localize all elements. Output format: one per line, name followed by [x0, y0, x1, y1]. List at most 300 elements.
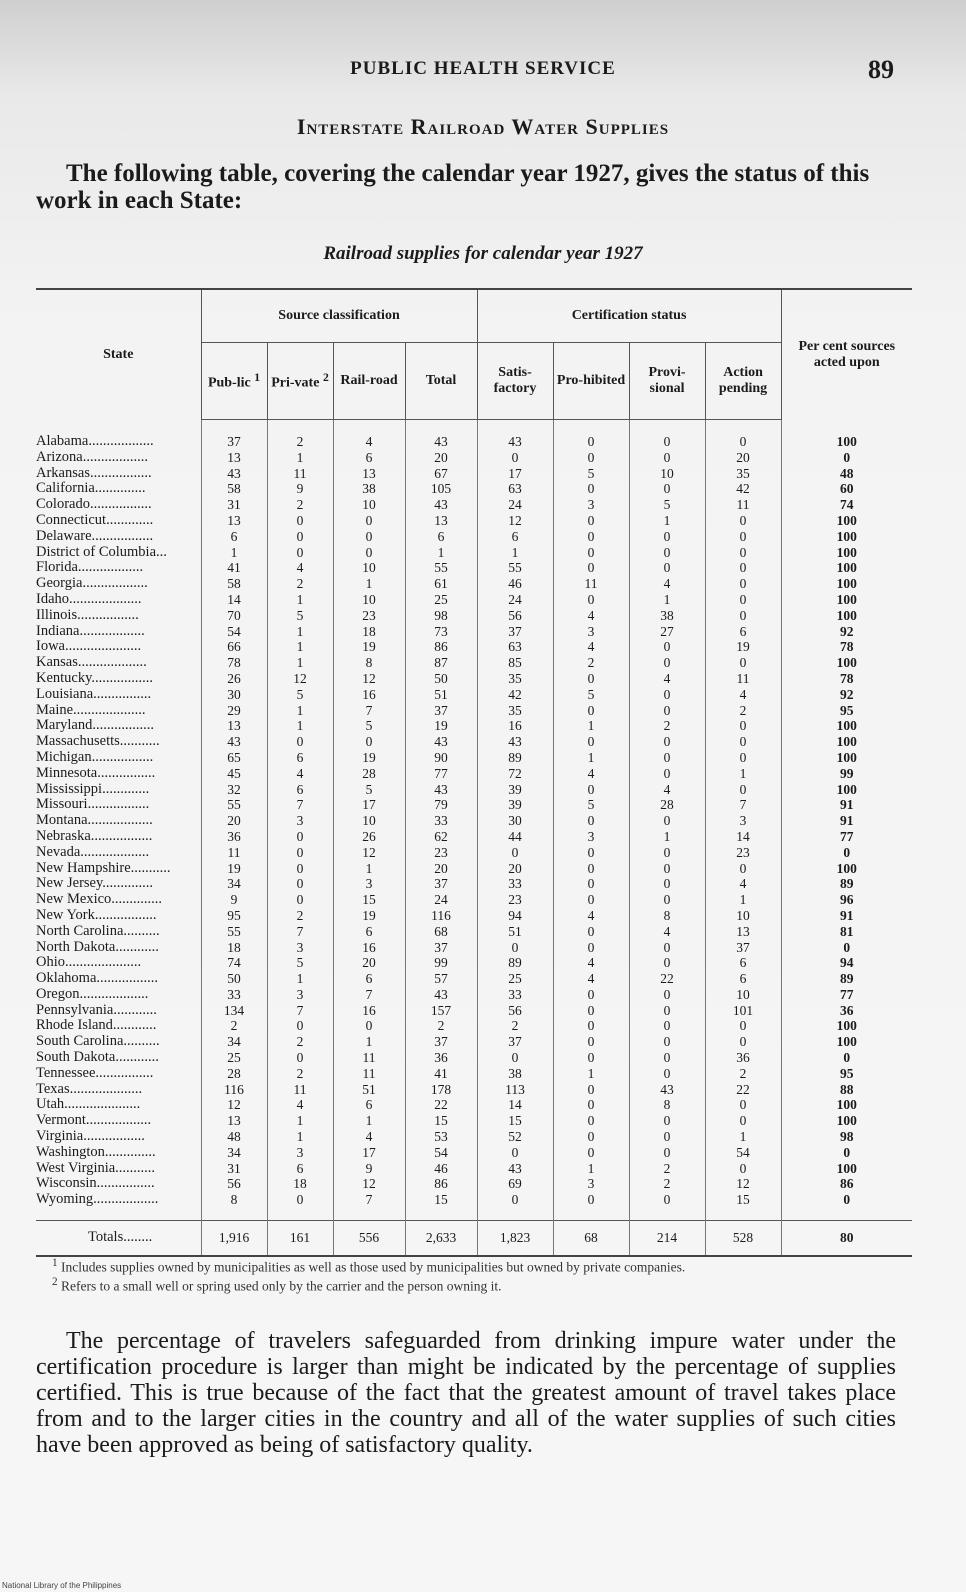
cell-private: 1	[267, 1113, 333, 1129]
cell-total: 86	[405, 639, 477, 655]
cell-public: 13	[201, 513, 267, 529]
cell-railroad: 0	[333, 529, 405, 545]
cell-provisional: 0	[629, 655, 705, 671]
cell-public: 29	[201, 703, 267, 719]
cell-public: 1	[201, 545, 267, 561]
cell-provisional: 1	[629, 829, 705, 845]
cell-railroad: 1	[333, 861, 405, 877]
cell-percent: 100	[781, 750, 912, 766]
totals-prohibited: 68	[553, 1221, 629, 1257]
cell-satisfactory: 0	[477, 450, 553, 466]
cell-public: 70	[201, 608, 267, 624]
cell-railroad: 23	[333, 608, 405, 624]
cell-railroad: 1	[333, 1113, 405, 1129]
cell-action-pending: 2	[705, 1066, 781, 1082]
cell-percent: 95	[781, 1066, 912, 1082]
header-state: State	[36, 289, 201, 420]
cell-state: Wyoming..................	[36, 1192, 159, 1208]
cell-total: 87	[405, 655, 477, 671]
cell-action-pending: 0	[705, 1113, 781, 1129]
footnote-ref-2: 2	[322, 371, 329, 385]
cell-prohibited: 0	[553, 1034, 629, 1050]
cell-state: California..............	[36, 481, 146, 497]
cell-state: New Hampshire...........	[36, 860, 171, 876]
cell-satisfactory: 44	[477, 829, 553, 845]
cell-action-pending: 4	[705, 687, 781, 703]
cell-total: 37	[405, 940, 477, 956]
cell-public: 31	[201, 497, 267, 513]
cell-public: 95	[201, 908, 267, 924]
cell-provisional: 0	[629, 545, 705, 561]
cell-railroad: 10	[333, 560, 405, 576]
footnote-2	[36, 1275, 896, 1294]
cell-action-pending: 0	[705, 560, 781, 576]
table-row	[36, 466, 912, 482]
cell-percent: 100	[781, 1097, 912, 1113]
cell-railroad: 13	[333, 466, 405, 482]
cell-state: Ohio.....................	[36, 955, 142, 971]
cell-total: 157	[405, 1003, 477, 1019]
cell-prohibited: 0	[553, 592, 629, 608]
cell-action-pending: 0	[705, 655, 781, 671]
cell-total: 37	[405, 876, 477, 892]
cell-private: 1	[267, 592, 333, 608]
table-row	[36, 1003, 912, 1019]
table-row	[36, 1018, 912, 1034]
table-row	[36, 671, 912, 687]
cell-prohibited: 4	[553, 955, 629, 971]
cell-private: 0	[267, 734, 333, 750]
cell-private: 5	[267, 608, 333, 624]
cell-satisfactory: 37	[477, 624, 553, 640]
page-number: 89	[868, 55, 894, 84]
cell-percent: 100	[781, 718, 912, 734]
table-row	[36, 766, 912, 782]
cell-action-pending: 2	[705, 703, 781, 719]
cell-satisfactory: 113	[477, 1082, 553, 1098]
section-title: Interstate Railroad Water Supplies	[296, 114, 670, 139]
cell-action-pending: 10	[705, 987, 781, 1003]
cell-percent: 0	[781, 450, 912, 466]
table-row	[36, 481, 912, 497]
cell-public: 56	[201, 1176, 267, 1192]
cell-percent: 100	[781, 1161, 912, 1177]
cell-total: 73	[405, 624, 477, 640]
cell-satisfactory: 55	[477, 560, 553, 576]
cell-private: 2	[267, 576, 333, 592]
cell-provisional: 0	[629, 529, 705, 545]
cell-total: 43	[405, 987, 477, 1003]
cell-public: 13	[201, 450, 267, 466]
cell-action-pending: 1	[705, 766, 781, 782]
cell-action-pending: 0	[705, 1034, 781, 1050]
cell-public: 34	[201, 876, 267, 892]
cell-percent: 100	[781, 1034, 912, 1050]
cell-percent: 98	[781, 1129, 912, 1145]
cell-provisional: 0	[629, 703, 705, 719]
cell-state: New Jersey..............	[36, 876, 154, 892]
cell-percent: 89	[781, 876, 912, 892]
cell-satisfactory: 14	[477, 1097, 553, 1113]
cell-total: 43	[405, 420, 477, 450]
cell-prohibited: 0	[553, 924, 629, 940]
cell-state: Missouri.................	[36, 797, 150, 813]
header-certification-status: Certification status	[477, 289, 781, 343]
cell-public: 74	[201, 955, 267, 971]
totals-total: 2,633	[405, 1221, 477, 1257]
cell-state: Illinois.................	[36, 607, 139, 623]
cell-percent: 100	[781, 1018, 912, 1034]
cell-state: West Virginia...........	[36, 1160, 156, 1176]
cell-state: Delaware.................	[36, 528, 154, 544]
cell-percent: 100	[781, 545, 912, 561]
closing-paragraph: The percentage of travelers safeguarded from drinking impure water under the certification procedure is larger than might be indicated by the percentage of supplies certified. This is true because of the fact that the greatest amount of travel takes place from and to the larger cities in the country and all of the water supplies of such cities have been approved as being of satisfactory quality.	[36, 1328, 896, 1458]
table-row	[36, 1176, 912, 1192]
cell-private: 9	[267, 481, 333, 497]
cell-prohibited: 0	[553, 813, 629, 829]
cell-private: 0	[267, 513, 333, 529]
cell-provisional: 0	[629, 876, 705, 892]
cell-public: 13	[201, 1113, 267, 1129]
cell-percent: 77	[781, 987, 912, 1003]
table-row	[36, 420, 912, 450]
cell-state: Nevada...................	[36, 844, 150, 860]
table-row	[36, 1113, 912, 1129]
cell-percent: 88	[781, 1082, 912, 1098]
cell-percent: 77	[781, 829, 912, 845]
cell-percent: 0	[781, 1050, 912, 1066]
cell-prohibited: 0	[553, 481, 629, 497]
cell-private: 5	[267, 955, 333, 971]
cell-railroad: 6	[333, 971, 405, 987]
cell-satisfactory: 17	[477, 466, 553, 482]
cell-state: Indiana..................	[36, 623, 145, 639]
cell-private: 4	[267, 560, 333, 576]
cell-prohibited: 0	[553, 845, 629, 861]
cell-railroad: 10	[333, 592, 405, 608]
totals-private: 161	[267, 1221, 333, 1257]
cell-state: South Carolina..........	[36, 1034, 160, 1050]
table-row	[36, 876, 912, 892]
cell-railroad: 12	[333, 845, 405, 861]
cell-prohibited: 4	[553, 971, 629, 987]
totals-railroad: 556	[333, 1221, 405, 1257]
cell-action-pending: 101	[705, 1003, 781, 1019]
cell-satisfactory: 56	[477, 608, 553, 624]
cell-percent: 91	[781, 797, 912, 813]
cell-private: 5	[267, 687, 333, 703]
cell-railroad: 20	[333, 955, 405, 971]
cell-state: Washington..............	[36, 1144, 156, 1160]
table-row	[36, 687, 912, 703]
cell-satisfactory: 20	[477, 861, 553, 877]
cell-private: 1	[267, 1129, 333, 1145]
cell-provisional: 28	[629, 797, 705, 813]
cell-public: 134	[201, 1003, 267, 1019]
header-source-classification: Source classification	[201, 289, 477, 343]
header-private	[267, 343, 333, 420]
cell-railroad: 6	[333, 924, 405, 940]
cell-railroad: 7	[333, 1192, 405, 1220]
cell-percent: 99	[781, 766, 912, 782]
cell-percent: 100	[781, 576, 912, 592]
cell-provisional: 0	[629, 1192, 705, 1220]
cell-provisional: 1	[629, 513, 705, 529]
cell-public: 58	[201, 576, 267, 592]
table-row	[36, 592, 912, 608]
header-private-label: Pri-vate	[271, 375, 320, 391]
cell-action-pending: 12	[705, 1176, 781, 1192]
cell-provisional: 5	[629, 497, 705, 513]
cell-private: 1	[267, 703, 333, 719]
cell-provisional: 0	[629, 734, 705, 750]
cell-provisional: 0	[629, 1003, 705, 1019]
cell-prohibited: 3	[553, 1176, 629, 1192]
header-railroad: Rail-road	[333, 343, 405, 420]
cell-private: 11	[267, 1082, 333, 1098]
cell-provisional: 0	[629, 845, 705, 861]
cell-state: Alabama..................	[36, 432, 154, 449]
cell-total: 6	[405, 529, 477, 545]
cell-prohibited: 11	[553, 576, 629, 592]
totals-satisfactory: 1,823	[477, 1221, 553, 1257]
cell-railroad: 19	[333, 639, 405, 655]
cell-state: Montana..................	[36, 813, 153, 829]
table-row	[36, 639, 912, 655]
cell-railroad: 18	[333, 624, 405, 640]
cell-railroad: 0	[333, 513, 405, 529]
cell-total: 77	[405, 766, 477, 782]
cell-percent: 100	[781, 655, 912, 671]
cell-railroad: 0	[333, 545, 405, 561]
cell-total: 51	[405, 687, 477, 703]
cell-prohibited: 0	[553, 1018, 629, 1034]
footnote-mark-2: 2	[52, 1275, 58, 1288]
footnotes	[36, 1256, 896, 1293]
cell-private: 0	[267, 829, 333, 845]
cell-state: Oklahoma.................	[36, 971, 159, 987]
cell-satisfactory: 89	[477, 955, 553, 971]
cell-prohibited: 1	[553, 1161, 629, 1177]
table-row	[36, 545, 912, 561]
cell-private: 7	[267, 1003, 333, 1019]
cell-state: Connecticut.............	[36, 512, 154, 528]
table-row	[36, 703, 912, 719]
cell-state: Georgia..................	[36, 576, 148, 592]
totals-action-pending: 528	[705, 1221, 781, 1257]
cell-private: 1	[267, 639, 333, 655]
cell-prohibited: 0	[553, 703, 629, 719]
cell-state: Idaho....................	[36, 591, 142, 607]
cell-public: 18	[201, 940, 267, 956]
cell-total: 105	[405, 481, 477, 497]
cell-satisfactory: 16	[477, 718, 553, 734]
cell-prohibited: 4	[553, 608, 629, 624]
cell-public: 43	[201, 466, 267, 482]
cell-total: 54	[405, 1145, 477, 1161]
cell-public: 66	[201, 639, 267, 655]
cell-railroad: 1	[333, 576, 405, 592]
cell-total: 24	[405, 892, 477, 908]
cell-satisfactory: 51	[477, 924, 553, 940]
table-row	[36, 655, 912, 671]
cell-public: 50	[201, 971, 267, 987]
cell-satisfactory: 0	[477, 1192, 553, 1220]
cell-state: New Mexico..............	[36, 892, 163, 908]
cell-prohibited: 0	[553, 420, 629, 450]
cell-provisional: 4	[629, 924, 705, 940]
table-row	[36, 892, 912, 908]
cell-public: 34	[201, 1145, 267, 1161]
cell-provisional: 4	[629, 576, 705, 592]
cell-railroad: 5	[333, 782, 405, 798]
cell-railroad: 11	[333, 1066, 405, 1082]
intro-paragraph: The following table, covering the calendar year 1927, gives the status of this work in each State:	[36, 160, 870, 214]
cell-state: Arizona..................	[36, 449, 148, 465]
cell-railroad: 9	[333, 1161, 405, 1177]
cell-action-pending: 14	[705, 829, 781, 845]
cell-private: 7	[267, 797, 333, 813]
cell-private: 6	[267, 750, 333, 766]
cell-satisfactory: 33	[477, 987, 553, 1003]
cell-private: 2	[267, 420, 333, 450]
cell-private: 4	[267, 766, 333, 782]
totals-public: 1,916	[201, 1221, 267, 1257]
cell-action-pending: 23	[705, 845, 781, 861]
cell-percent: 91	[781, 908, 912, 924]
cell-state: Iowa.....................	[36, 639, 142, 655]
cell-action-pending: 35	[705, 466, 781, 482]
footnote-ref-1: 1	[254, 371, 261, 385]
cell-action-pending: 1	[705, 1129, 781, 1145]
cell-prohibited: 1	[553, 718, 629, 734]
cell-state: Nebraska.................	[36, 828, 153, 844]
cell-prohibited: 0	[553, 529, 629, 545]
cell-railroad: 15	[333, 892, 405, 908]
cell-railroad: 10	[333, 497, 405, 513]
cell-state: Wisconsin................	[36, 1176, 155, 1192]
cell-provisional: 2	[629, 718, 705, 734]
cell-state: Kentucky.................	[36, 670, 154, 686]
cell-satisfactory: 0	[477, 940, 553, 956]
cell-state: Arkansas.................	[36, 465, 152, 481]
cell-percent: 48	[781, 466, 912, 482]
cell-percent: 100	[781, 782, 912, 798]
table-row	[36, 1034, 912, 1050]
table-row	[36, 1161, 912, 1177]
cell-state: Massachusetts...........	[36, 734, 160, 750]
cell-railroad: 10	[333, 813, 405, 829]
cell-public: 55	[201, 924, 267, 940]
cell-action-pending: 0	[705, 1161, 781, 1177]
cell-private: 3	[267, 1145, 333, 1161]
cell-state: Maine....................	[36, 702, 146, 718]
table-caption: Railroad supplies for calendar year 1927	[323, 243, 643, 264]
cell-percent: 100	[781, 608, 912, 624]
cell-percent: 100	[781, 420, 912, 450]
cell-total: 116	[405, 908, 477, 924]
cell-prohibited: 5	[553, 797, 629, 813]
cell-railroad: 4	[333, 1129, 405, 1145]
cell-satisfactory: 72	[477, 766, 553, 782]
cell-percent: 78	[781, 639, 912, 655]
cell-total: 62	[405, 829, 477, 845]
cell-satisfactory: 43	[477, 420, 553, 450]
cell-total: 90	[405, 750, 477, 766]
table-row	[36, 608, 912, 624]
cell-state: Vermont..................	[36, 1113, 152, 1129]
cell-action-pending: 1	[705, 892, 781, 908]
table-row	[36, 940, 912, 956]
cell-private: 2	[267, 908, 333, 924]
cell-percent: 92	[781, 687, 912, 703]
totals-label: Totals........	[36, 1221, 201, 1257]
header-action-pending: Action pending	[705, 343, 781, 420]
cell-private: 11	[267, 466, 333, 482]
table-row	[36, 1129, 912, 1145]
cell-provisional: 0	[629, 481, 705, 497]
table-row	[36, 513, 912, 529]
cell-private: 18	[267, 1176, 333, 1192]
cell-prohibited: 0	[553, 987, 629, 1003]
table-row	[36, 1145, 912, 1161]
table-row	[36, 955, 912, 971]
cell-provisional: 38	[629, 608, 705, 624]
cell-state: Tennessee................	[36, 1065, 154, 1081]
cell-private: 2	[267, 497, 333, 513]
cell-total: 68	[405, 924, 477, 940]
cell-public: 54	[201, 624, 267, 640]
cell-state: Pennsylvania............	[36, 1002, 157, 1018]
cell-railroad: 1	[333, 1034, 405, 1050]
table-row	[36, 718, 912, 734]
cell-satisfactory: 33	[477, 876, 553, 892]
cell-prohibited: 0	[553, 1082, 629, 1098]
table-body	[36, 420, 912, 1221]
cell-prohibited: 0	[553, 560, 629, 576]
cell-provisional: 0	[629, 766, 705, 782]
cell-private: 12	[267, 671, 333, 687]
cell-provisional: 8	[629, 1097, 705, 1113]
cell-public: 34	[201, 1034, 267, 1050]
cell-percent: 95	[781, 703, 912, 719]
footnote-text-2: Refers to a small well or spring used only by the carrier and the person owning it.	[61, 1278, 502, 1293]
cell-satisfactory: 35	[477, 703, 553, 719]
cell-action-pending: 4	[705, 876, 781, 892]
cell-public: 30	[201, 687, 267, 703]
cell-public: 12	[201, 1097, 267, 1113]
cell-percent: 96	[781, 892, 912, 908]
table-row	[36, 1097, 912, 1113]
cell-private: 0	[267, 1050, 333, 1066]
cell-public: 6	[201, 529, 267, 545]
cell-prohibited: 3	[553, 624, 629, 640]
cell-prohibited: 5	[553, 687, 629, 703]
cell-total: 36	[405, 1050, 477, 1066]
cell-percent: 100	[781, 529, 912, 545]
cell-prohibited: 0	[553, 1097, 629, 1113]
cell-satisfactory: 0	[477, 1145, 553, 1161]
cell-private: 0	[267, 861, 333, 877]
cell-provisional: 0	[629, 940, 705, 956]
cell-satisfactory: 0	[477, 1050, 553, 1066]
cell-percent: 100	[781, 513, 912, 529]
cell-total: 19	[405, 718, 477, 734]
cell-state: Virginia.................	[36, 1129, 145, 1145]
cell-satisfactory: 43	[477, 734, 553, 750]
cell-satisfactory: 30	[477, 813, 553, 829]
cell-provisional: 2	[629, 1161, 705, 1177]
